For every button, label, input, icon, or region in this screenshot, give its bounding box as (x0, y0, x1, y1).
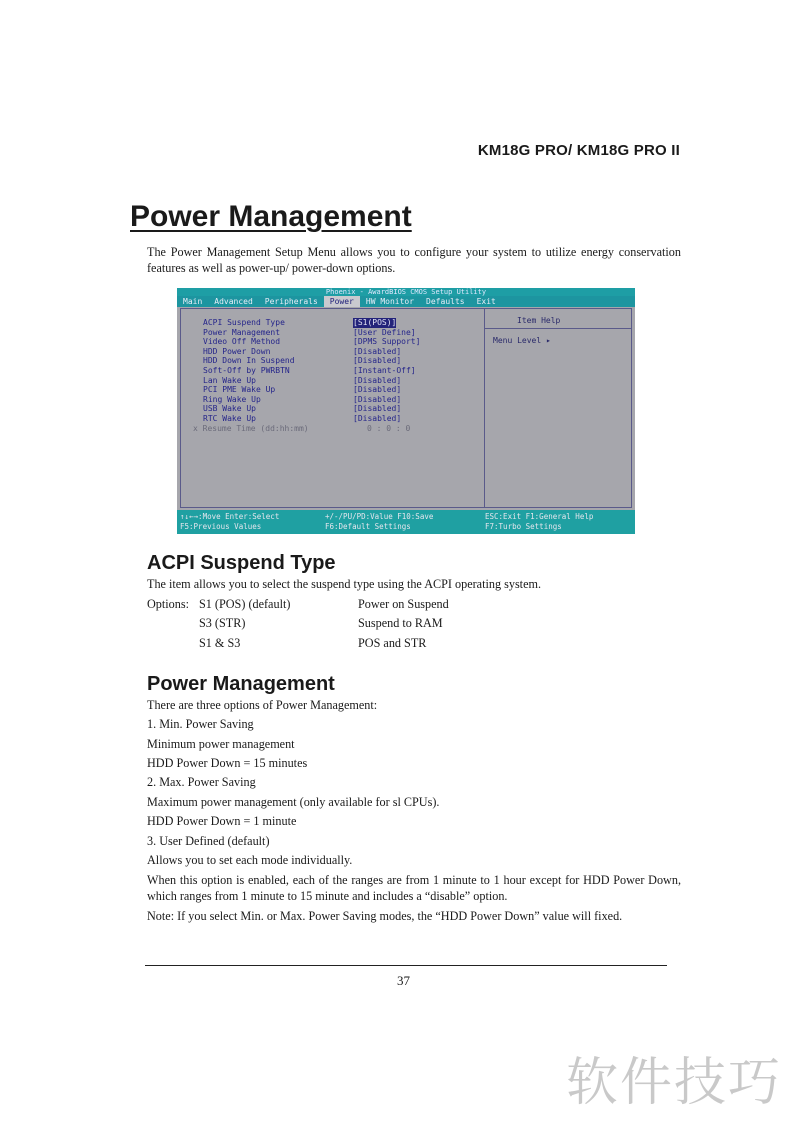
bios-item-value: [Disabled] (353, 356, 402, 366)
bios-footer (177, 510, 635, 534)
bios-menu-advanced: Advanced (214, 297, 253, 306)
pm-line: HDD Power Down = 15 minutes (147, 756, 308, 770)
bios-footer-keys: F5:Previous Values (180, 522, 262, 531)
pm-heading: Power Management (147, 673, 335, 695)
bios-footer-keys: +/-/PU/PD:Value F10:Save (325, 512, 434, 521)
bios-item-value: [Disabled] (353, 414, 402, 423)
bios-item-value: [Disabled] (353, 385, 402, 395)
bios-menu-hw-monitor: HW Monitor (365, 297, 415, 306)
bios-item-help-title: Item Help (517, 316, 561, 325)
bios-item-label: USB Wake Up (203, 404, 256, 414)
pm-line: 1. Min. Power Saving (147, 717, 254, 731)
bios-title-bar: Phoenix - AwardBIOS CMOS Setup Utility (177, 288, 635, 296)
bios-item-value: [DPMS Support] (353, 337, 421, 347)
bios-footer-keys: F7:Turbo Settings (485, 522, 562, 531)
pm-line: Maximum power management (only available for sl CPUs). (147, 795, 440, 809)
pm-line: There are three options of Power Management: (147, 698, 378, 712)
bios-item-label: Power Management (203, 327, 281, 337)
page-number: 37 (397, 973, 410, 988)
option-name: S1 & S3 (199, 636, 241, 650)
pm-line: 2. Max. Power Saving (147, 775, 256, 789)
bios-item-label: Lan Wake Up (203, 375, 256, 385)
bios-item-value: [Disabled] (353, 375, 402, 385)
bios-item-value: [Disabled] (353, 394, 402, 404)
pm-line: 3. User Defined (default) (147, 834, 270, 848)
bios-divider (484, 308, 485, 508)
bios-menu-main: Main (183, 297, 203, 306)
options-label: Options: (147, 597, 189, 611)
acpi-heading: ACPI Suspend Type (147, 552, 336, 574)
bios-menu-peripherals: Peripherals (264, 297, 318, 306)
bios-item-label: RTC Wake Up (203, 414, 256, 423)
option-description: POS and STR (358, 636, 427, 650)
bios-item-label: Video Off Method (203, 337, 281, 347)
bios-item-label: HDD Power Down (203, 346, 271, 356)
option-name: S1 (POS) (default) (199, 597, 291, 611)
bios-menu-bar (177, 296, 635, 307)
bios-item-value: [Instant-Off] (353, 366, 416, 375)
bios-item-value: 0 : 0 : 0 (367, 423, 411, 433)
bios-menu-exit: Exit (476, 297, 496, 306)
option-description: Power on Suspend (358, 597, 449, 611)
bios-help-divider (485, 328, 632, 329)
pm-line: HDD Power Down = 1 minute (147, 814, 297, 828)
bios-footer-keys: F6:Default Settings (325, 522, 411, 531)
bios-item-value: [S1(POS)] (353, 318, 397, 327)
bios-menu-level: Menu Level ▸ (493, 336, 551, 345)
bios-item-label: PCI PME Wake Up (203, 385, 276, 395)
bios-item-value: [User Define] (353, 327, 416, 337)
option-description: Suspend to RAM (358, 616, 443, 630)
bios-item-value: [Disabled] (353, 346, 402, 356)
bios-menu-defaults: Defaults (426, 297, 465, 306)
bios-menu-power: Power (324, 296, 360, 307)
pm-paragraph: When this option is enabled, each of the ranges are from 1 minute to 1 hour except for HDD Power Down, which ranges from 1 minute to 15 minute and includes a “disable” option. (147, 873, 681, 903)
bios-screenshot (177, 288, 635, 534)
bios-item-value: [Disabled] (353, 404, 402, 414)
intro-paragraph: The Power Management Setup Menu allows you to configure your system to utilize energy conservation features as well as power-up/ power-down options. (147, 245, 681, 275)
bios-footer-keys: ↑↓←→:Move Enter:Select (180, 512, 280, 521)
bios-item-label: Ring Wake Up (203, 394, 261, 404)
option-name: S3 (STR) (199, 616, 246, 630)
bios-footer-keys: ESC:Exit F1:General Help (485, 512, 594, 521)
watermark: 软件技巧 (566, 1053, 783, 1113)
pm-note: Note: If you select Min. or Max. Power Saving modes, the “HDD Power Down” value will fixed. (147, 909, 623, 923)
bios-item-label: ACPI Suspend Type (203, 318, 285, 327)
acpi-description: The item allows you to select the suspend type using the ACPI operating system. (147, 577, 542, 591)
pm-line: Allows you to set each mode individually. (147, 853, 353, 867)
bios-item-label: HDD Down In Suspend (203, 356, 295, 366)
page-title: Power Management (130, 200, 412, 233)
bios-item-label: x Resume Time (dd:hh:mm) (193, 423, 309, 433)
model-header: KM18G PRO/ KM18G PRO II (477, 142, 680, 159)
pm-line: Minimum power management (147, 737, 295, 751)
bios-item-label: Soft-Off by PWRBTN (203, 366, 290, 375)
footer-rule (145, 965, 667, 966)
